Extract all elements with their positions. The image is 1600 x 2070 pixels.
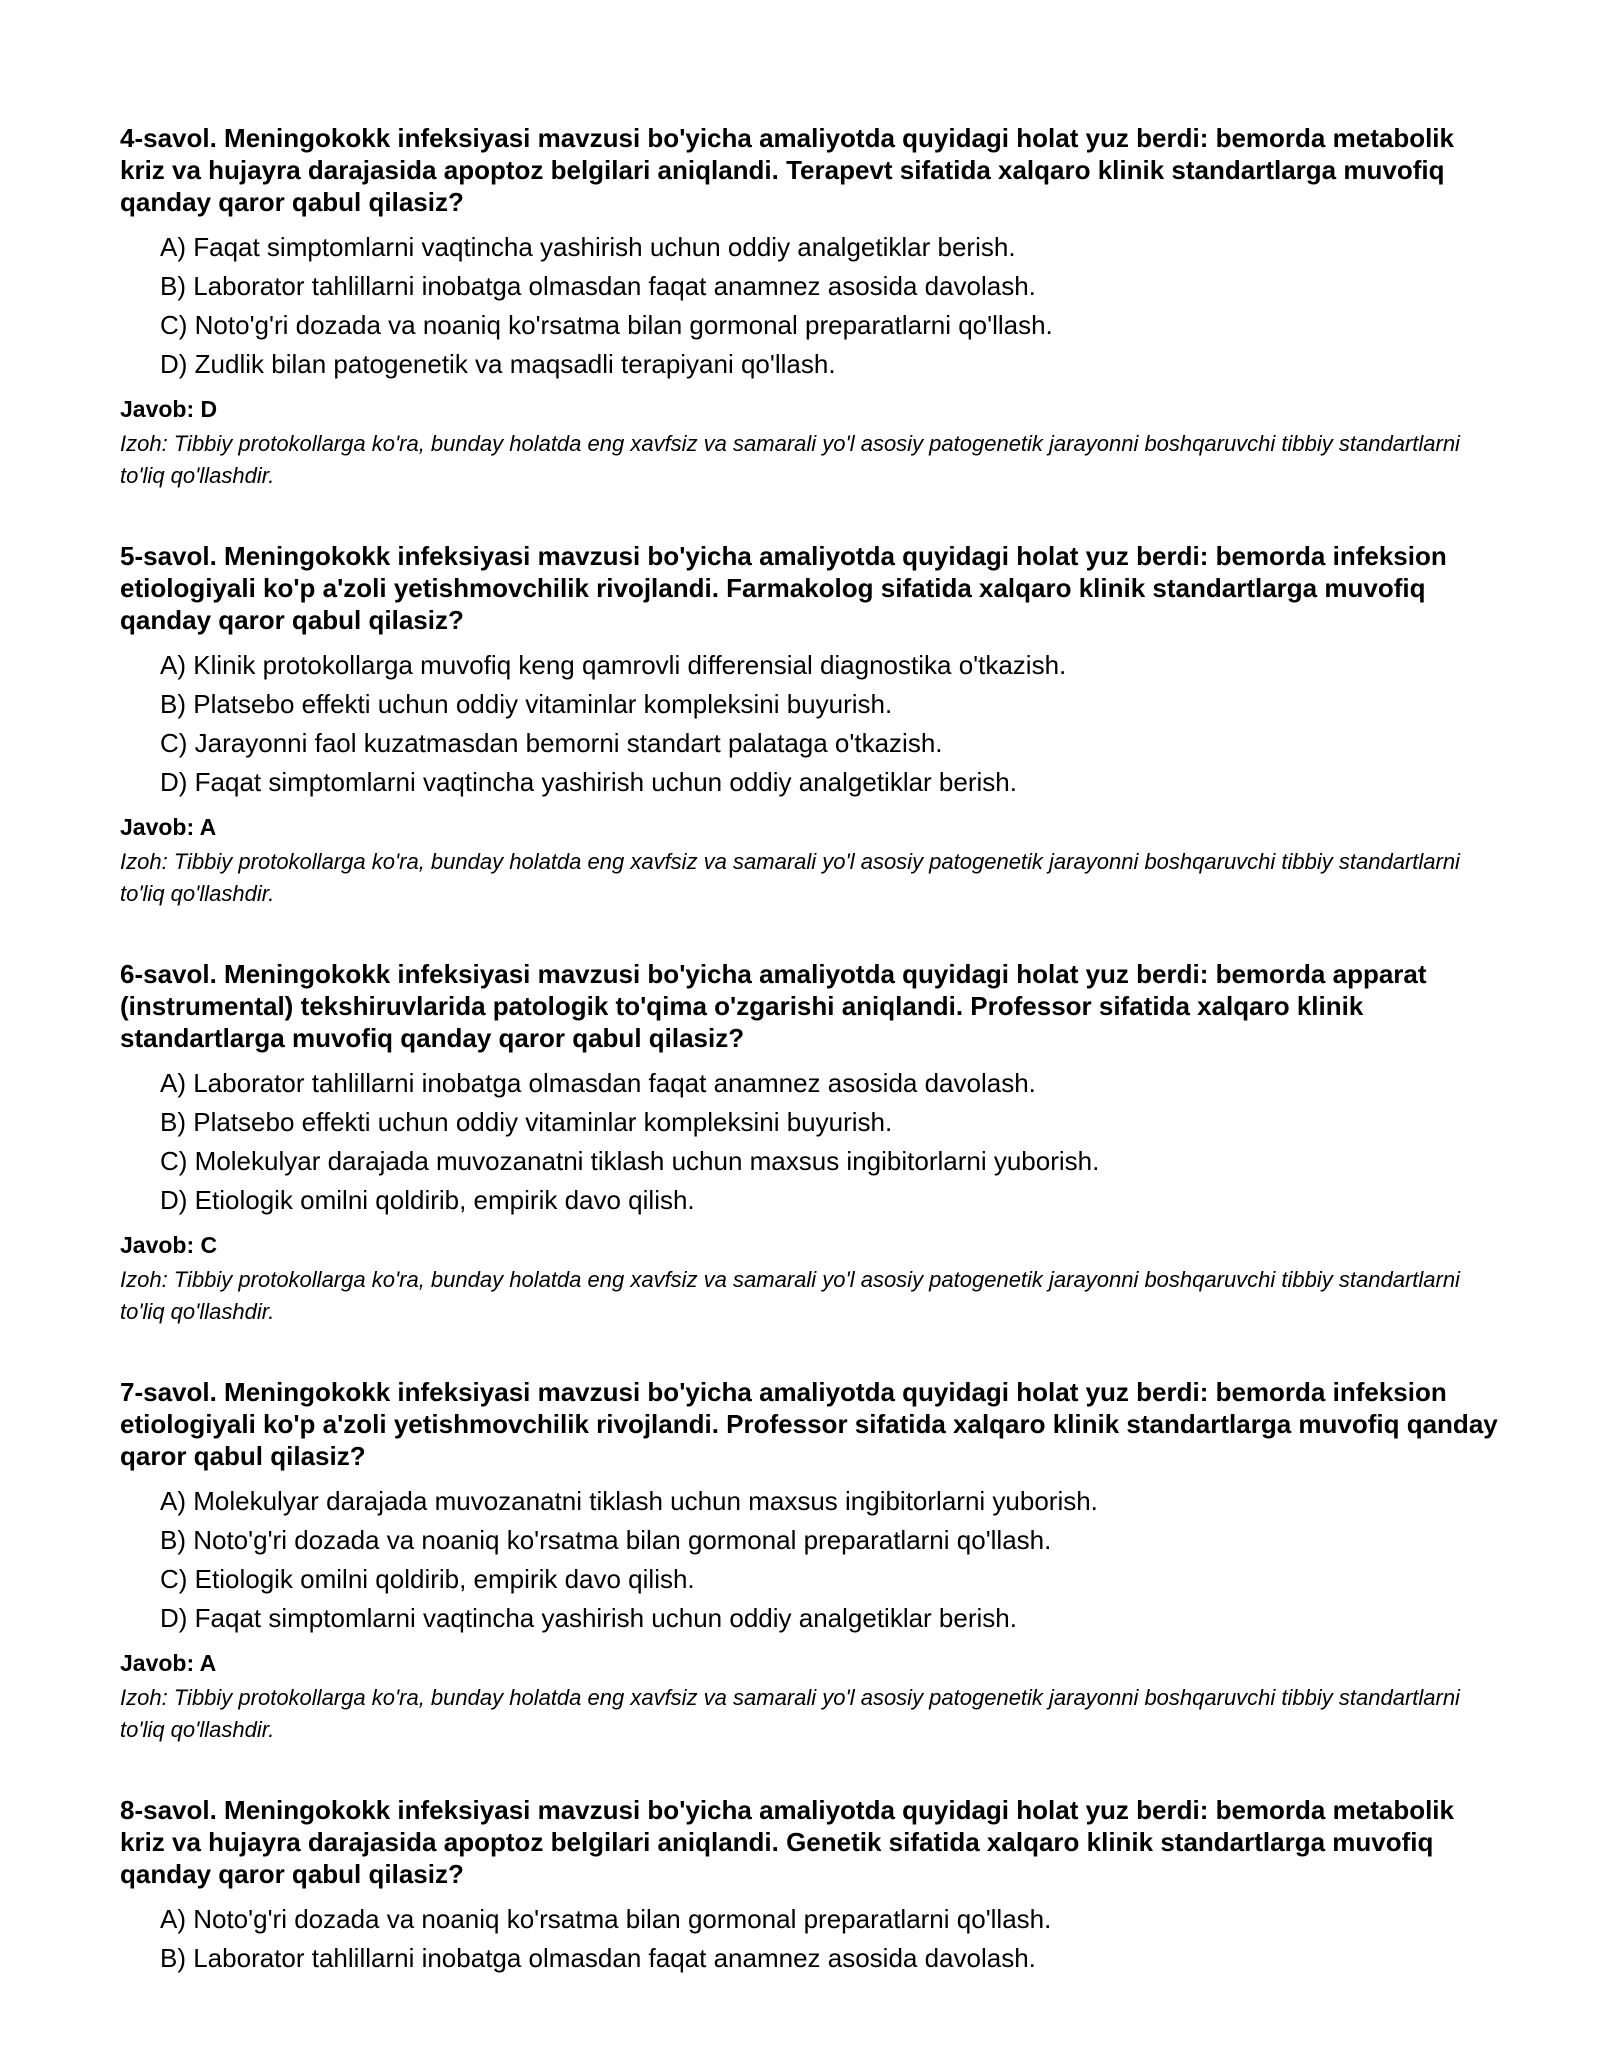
option-b: B) Platsebo effekti uchun oddiy vitaminlar kompleksini buyurish.: [160, 1107, 893, 1137]
option-list: [120, 1900, 1500, 1978]
option-b: B) Noto'g'ri dozada va noaniq ko'rsatma bilan gormonal preparatlarni qo'llash.: [160, 1525, 1052, 1555]
question-block: [120, 540, 1500, 910]
question-block: [120, 958, 1500, 1328]
explanation-note: Izoh: Tibbiy protokollarga ko'ra, bunday holatda eng xavfsiz va samarali yo'l asosiy patogenetik jarayonni boshqaruvchi tibbiy standartlarni to'liq qo'llashdir.: [120, 849, 1460, 906]
explanation-note: Izoh: Tibbiy protokollarga ko'ra, bunday holatda eng xavfsiz va samarali yo'l asosiy patogenetik jarayonni boshqaruvchi tibbiy standartlarni to'liq qo'llashdir.: [120, 1267, 1460, 1324]
answer-label: Javob: C: [120, 1232, 218, 1258]
option-list: [120, 1482, 1500, 1638]
question-block: [120, 122, 1500, 492]
option-d: D) Etiologik omilni qoldirib, empirik davo qilish.: [160, 1185, 695, 1215]
option-a: A) Laborator tahlillarni inobatga olmasdan faqat anamnez asosida davolash.: [160, 1068, 1036, 1098]
option-a: A) Faqat simptomlarni vaqtincha yashirish uchun oddiy analgetiklar berish.: [160, 232, 1016, 262]
question-text: 5-savol. Meningokokk infeksiyasi mavzusi bo'yicha amaliyotda quyidagi holat yuz berdi: bemorda infeksion etiologiyali ko'p a'zoli yetishmovchilik rivojlandi. Farmakolog sifatida xalqaro klinik standartlarga muvofiq qanday qaror qabul qilasiz?: [120, 541, 1447, 635]
option-d: D) Faqat simptomlarni vaqtincha yashirish uchun oddiy analgetiklar berish.: [160, 1603, 1017, 1633]
question-text: 8-savol. Meningokokk infeksiyasi mavzusi bo'yicha amaliyotda quyidagi holat yuz berdi: bemorda metabolik kriz va hujayra darajasida apoptoz belgilari aniqlandi. Genetik sifatida xalqaro klinik standartlarga muvofiq qanday qaror qabul qilasiz?: [120, 1795, 1454, 1889]
option-b: B) Platsebo effekti uchun oddiy vitaminlar kompleksini buyurish.: [160, 689, 893, 719]
question-text: 7-savol. Meningokokk infeksiyasi mavzusi bo'yicha amaliyotda quyidagi holat yuz berdi: bemorda infeksion etiologiyali ko'p a'zoli yetishmovchilik rivojlandi. Professor sifatida xalqaro klinik standartlarga muvofiq qanday qaror qabul qilasiz?: [120, 1377, 1498, 1471]
question-block: [120, 1376, 1500, 1746]
explanation-note: Izoh: Tibbiy protokollarga ko'ra, bunday holatda eng xavfsiz va samarali yo'l asosiy patogenetik jarayonni boshqaruvchi tibbiy standartlarni to'liq qo'llashdir.: [120, 431, 1460, 488]
option-a: A) Klinik protokollarga muvofiq keng qamrovli differensial diagnostika o'tkazish.: [160, 650, 1067, 680]
document-page: [120, 122, 1500, 2026]
option-c: C) Molekulyar darajada muvozanatni tiklash uchun maxsus ingibitorlarni yuborish.: [160, 1146, 1100, 1176]
question-text: 4-savol. Meningokokk infeksiyasi mavzusi bo'yicha amaliyotda quyidagi holat yuz berdi: bemorda metabolik kriz va hujayra darajasida apoptoz belgilari aniqlandi. Terapevt sifatida xalqaro klinik standartlarga muvofiq qanday qaror qabul qilasiz?: [120, 123, 1454, 217]
answer-label: Javob: D: [120, 396, 218, 422]
option-list: [120, 228, 1500, 384]
option-d: D) Faqat simptomlarni vaqtincha yashirish uchun oddiy analgetiklar berish.: [160, 767, 1017, 797]
option-list: [120, 1064, 1500, 1220]
question-text: 6-savol. Meningokokk infeksiyasi mavzusi bo'yicha amaliyotda quyidagi holat yuz berdi: bemorda apparat (instrumental) tekshiruvlarida patologik to'qima o'zgarishi aniqlandi. Professor sifatida xalqaro klinik standartlarga muvofiq qanday qaror qabul qilasiz?: [120, 959, 1427, 1053]
question-block: [120, 1794, 1500, 1978]
answer-label: Javob: A: [120, 814, 217, 840]
option-d: D) Zudlik bilan patogenetik va maqsadli terapiyani qo'llash.: [160, 349, 836, 379]
option-b: B) Laborator tahlillarni inobatga olmasdan faqat anamnez asosida davolash.: [160, 1943, 1036, 1973]
answer-label: Javob: A: [120, 1650, 217, 1676]
option-a: A) Molekulyar darajada muvozanatni tiklash uchun maxsus ingibitorlarni yuborish.: [160, 1486, 1098, 1516]
option-a: A) Noto'g'ri dozada va noaniq ko'rsatma bilan gormonal preparatlarni qo'llash.: [160, 1904, 1052, 1934]
option-b: B) Laborator tahlillarni inobatga olmasdan faqat anamnez asosida davolash.: [160, 271, 1036, 301]
explanation-note: Izoh: Tibbiy protokollarga ko'ra, bunday holatda eng xavfsiz va samarali yo'l asosiy patogenetik jarayonni boshqaruvchi tibbiy standartlarni to'liq qo'llashdir.: [120, 1685, 1460, 1742]
option-list: [120, 646, 1500, 802]
option-c: C) Noto'g'ri dozada va noaniq ko'rsatma bilan gormonal preparatlarni qo'llash.: [160, 310, 1053, 340]
option-c: C) Jarayonni faol kuzatmasdan bemorni standart palataga o'tkazish.: [160, 728, 943, 758]
option-c: C) Etiologik omilni qoldirib, empirik davo qilish.: [160, 1564, 695, 1594]
